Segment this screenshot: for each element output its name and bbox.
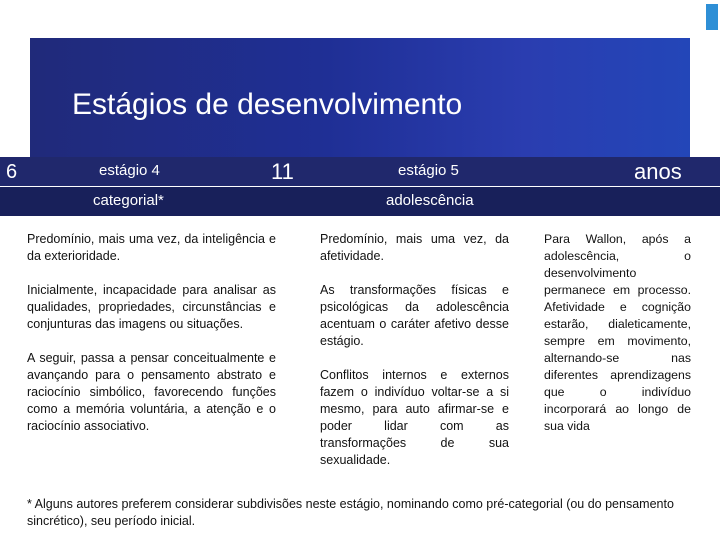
start-age: 6 <box>6 161 18 183</box>
stage4-label: estágio 4 <box>99 162 160 179</box>
age-unit: anos <box>634 159 682 184</box>
wallon-paragraph: Para Wallon, após a adolescência, o desenvolvimento permanece em processo. Afetividade e cognição estarão, dialeticamente, sempre em movimento, alternando-se nas diferentes aprendizagens que o indivíduo incorporará ao longo de sua vida <box>544 232 691 433</box>
stage5-name: adolescência <box>386 192 474 209</box>
stage4-paragraph: Inicialmente, incapacidade para analisar as qualidades, propriedades, circunstâncias e conjunturas das imagens ou situações. <box>27 283 276 331</box>
stage4-paragraph: Predomínio, mais uma vez, da inteligência e da exterioridade. <box>27 232 276 263</box>
stage5-paragraph: Predomínio, mais uma vez, da afetividade. <box>320 232 509 263</box>
corner-accent <box>706 4 718 30</box>
stage4-column <box>27 231 276 452</box>
stage5-label: estágio 5 <box>398 162 459 179</box>
wallon-column <box>544 231 691 452</box>
mid-age: 11 <box>271 159 294 184</box>
stage5-column <box>320 231 509 486</box>
stage5-paragraph: Conflitos internos e externos fazem o indivíduo voltar-se a si mesmo, para auto afirmar-se e poder lidar com as transformações de sua sexualidade. <box>320 368 509 467</box>
stage4-name: categorial* <box>93 192 164 209</box>
footnote: * Alguns autores preferem considerar subdivisões neste estágio, nominando como pré-categorial (ou do pensamento sincrético), seu período inicial. <box>27 497 674 528</box>
stage4-paragraph: A seguir, passa a pensar conceitualmente e avançando para o pensamento abstrato e raciocínio simbólico, favorecendo funções como a memória voluntária, a atenção e o raciocínio associativo. <box>27 351 276 433</box>
stage5-paragraph: As transformações físicas e psicológicas da adolescência acentuam o caráter afetivo desse estágio. <box>320 283 509 348</box>
slide-title: Estágios de desenvolvimento <box>72 88 463 121</box>
